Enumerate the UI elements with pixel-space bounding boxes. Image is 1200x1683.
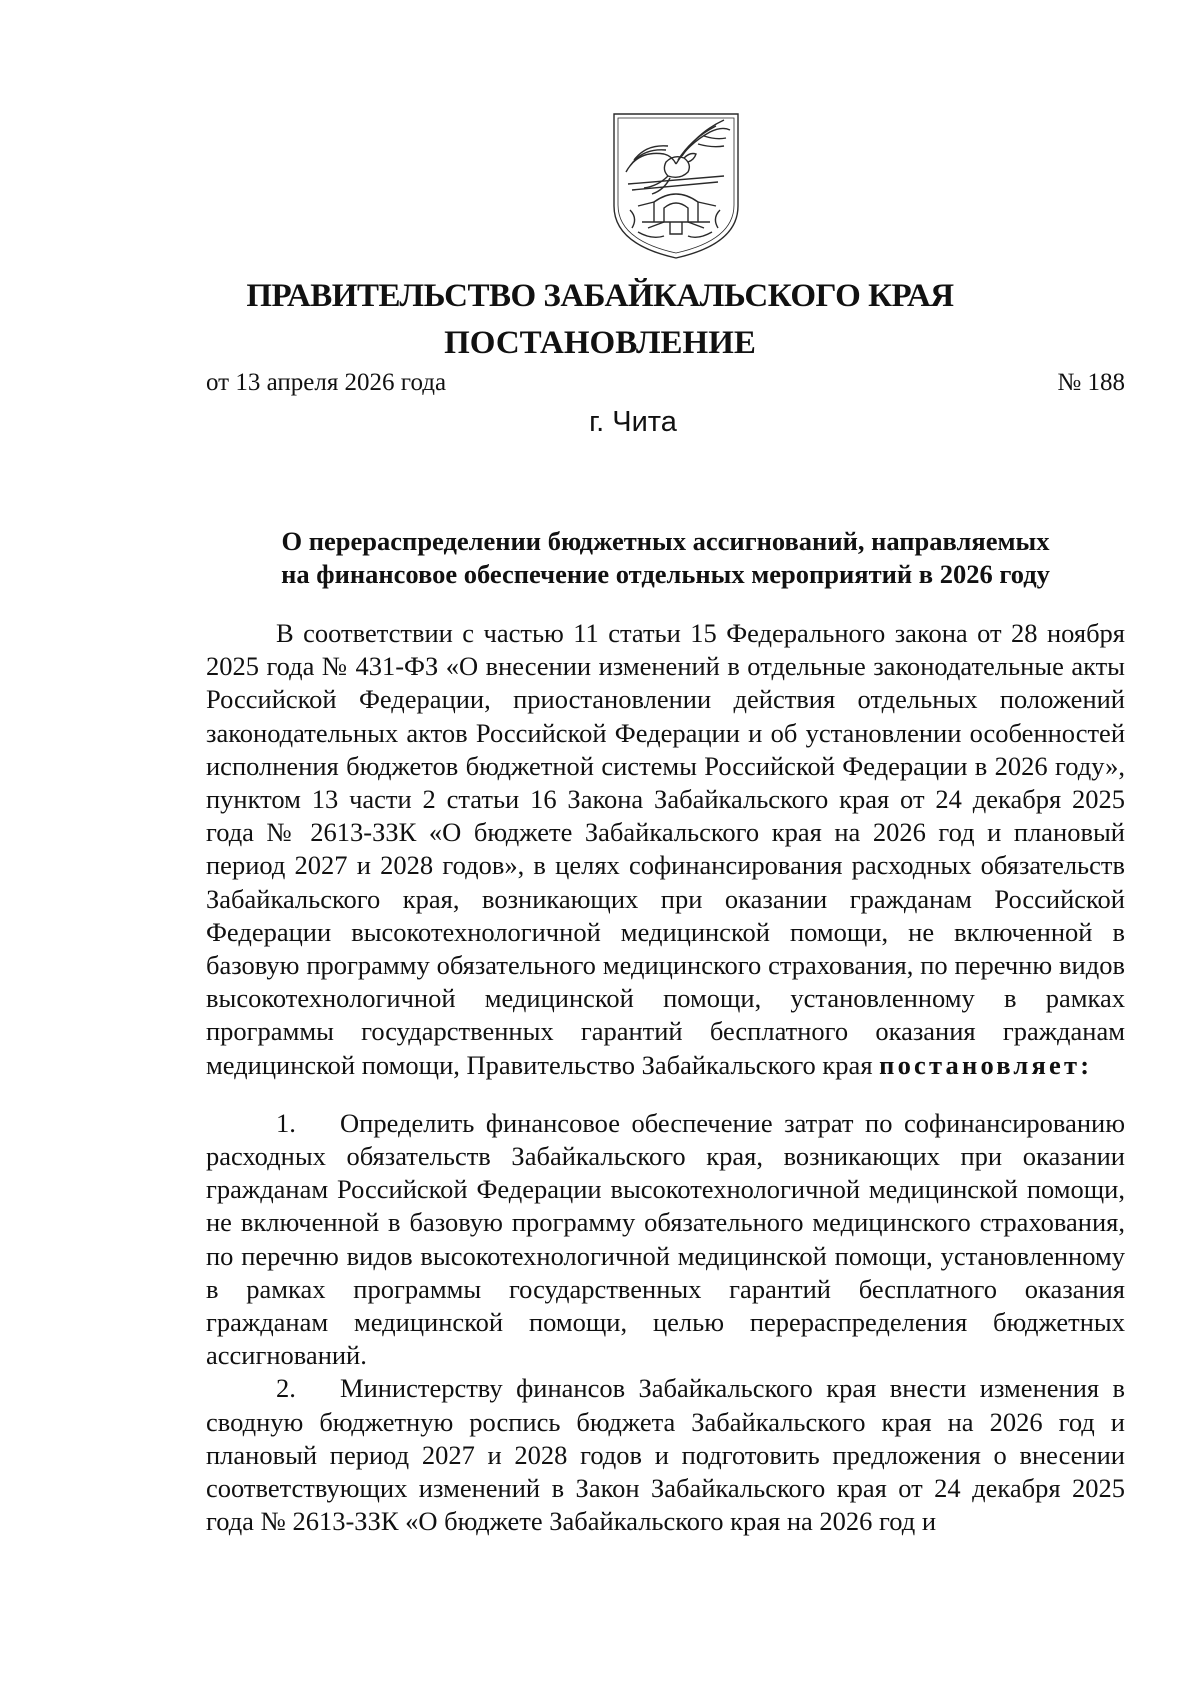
item-number: 2. — [276, 1373, 296, 1404]
coat-of-arms-icon — [608, 110, 744, 262]
item-number: 1. — [276, 1107, 296, 1138]
item-text: Министерству финансов Забайкальского края внести изменения в сводную бюджетную роспись бюджета Забайкальского края на 2026 год и плановый период 2027 и 2028 годов и подготовить предложения о внесении соответствующих изменений в Закон Забайкальского края от 24 декабря 2025 года № 2613-ЗЗК «О бюджете Забайкальского края на 2026 год и — [206, 1373, 1125, 1537]
preamble-paragraph — [206, 617, 1125, 1082]
document-type: ПОСТАНОВЛЕНИЕ — [444, 325, 756, 361]
document-title — [206, 525, 1125, 591]
item-text: Определить финансовое обеспечение затрат по софинансированию расходных обязательств Забайкальского края, возникающих при оказании гражданам Российской Федерации высокотехнологичной медицинской помощи, не включенной в базовую программу обязательного медицинского страхования, по перечню видов высокотехнологичной медицинской помощи, установленному в рамках программы государственных гарантий бесплатного оказания гражданам медицинской помощи, целью перераспределения бюджетных ассигнований. — [206, 1107, 1125, 1371]
preamble-text: В соответствии с частью 11 статьи 15 Федерального закона от 28 ноября 2025 года № 431-ФЗ «О внесении изменений в отдельные законодательные акты Российской Федерации, приостановлении действия отдельных положений законодательных актов Российской Федерации и об установлении особенностей исполнения бюджетов бюджетной системы Российской Федерации в 2026 году», пунктом 13 части 2 статьи 16 Закона Забайкальского края от 24 декабря 2025 года № 2613-ЗЗК «О бюджете Забайкальского края на 2026 год и плановый период 2027 и 2028 годов», в целях софинансирования расходных обязательств Забайкальского края, возникающих при оказании гражданам Российской Федерации высокотехнологичной медицинской помощи, не включенной в базовую программу обязательного медицинского страхования, по перечню видов высокотехнологичной медицинской помощи, установленному в рамках программы государственных гарантий бесплатного оказания гражданам медицинской помощи, Правительство Забайкальского края — [206, 618, 1125, 1080]
issuing-authority: ПРАВИТЕЛЬСТВО ЗАБАЙКАЛЬСКОГО КРАЯ — [246, 278, 954, 314]
issuing-city: г. Чита — [589, 406, 677, 438]
document-title-line-1: О перераспределении бюджетных ассигнований, направляемых — [281, 526, 1050, 556]
document-title-line-2: на финансовое обеспечение отдельных мероприятий в 2026 году — [281, 559, 1050, 589]
list-item — [206, 1372, 1125, 1538]
document-number: № 188 — [1057, 369, 1125, 396]
list-item — [206, 1107, 1125, 1373]
resolves-keyword: постановляет: — [879, 1049, 1093, 1080]
document-body — [206, 617, 1125, 1538]
document-date: от 13 апреля 2026 года — [206, 369, 447, 396]
